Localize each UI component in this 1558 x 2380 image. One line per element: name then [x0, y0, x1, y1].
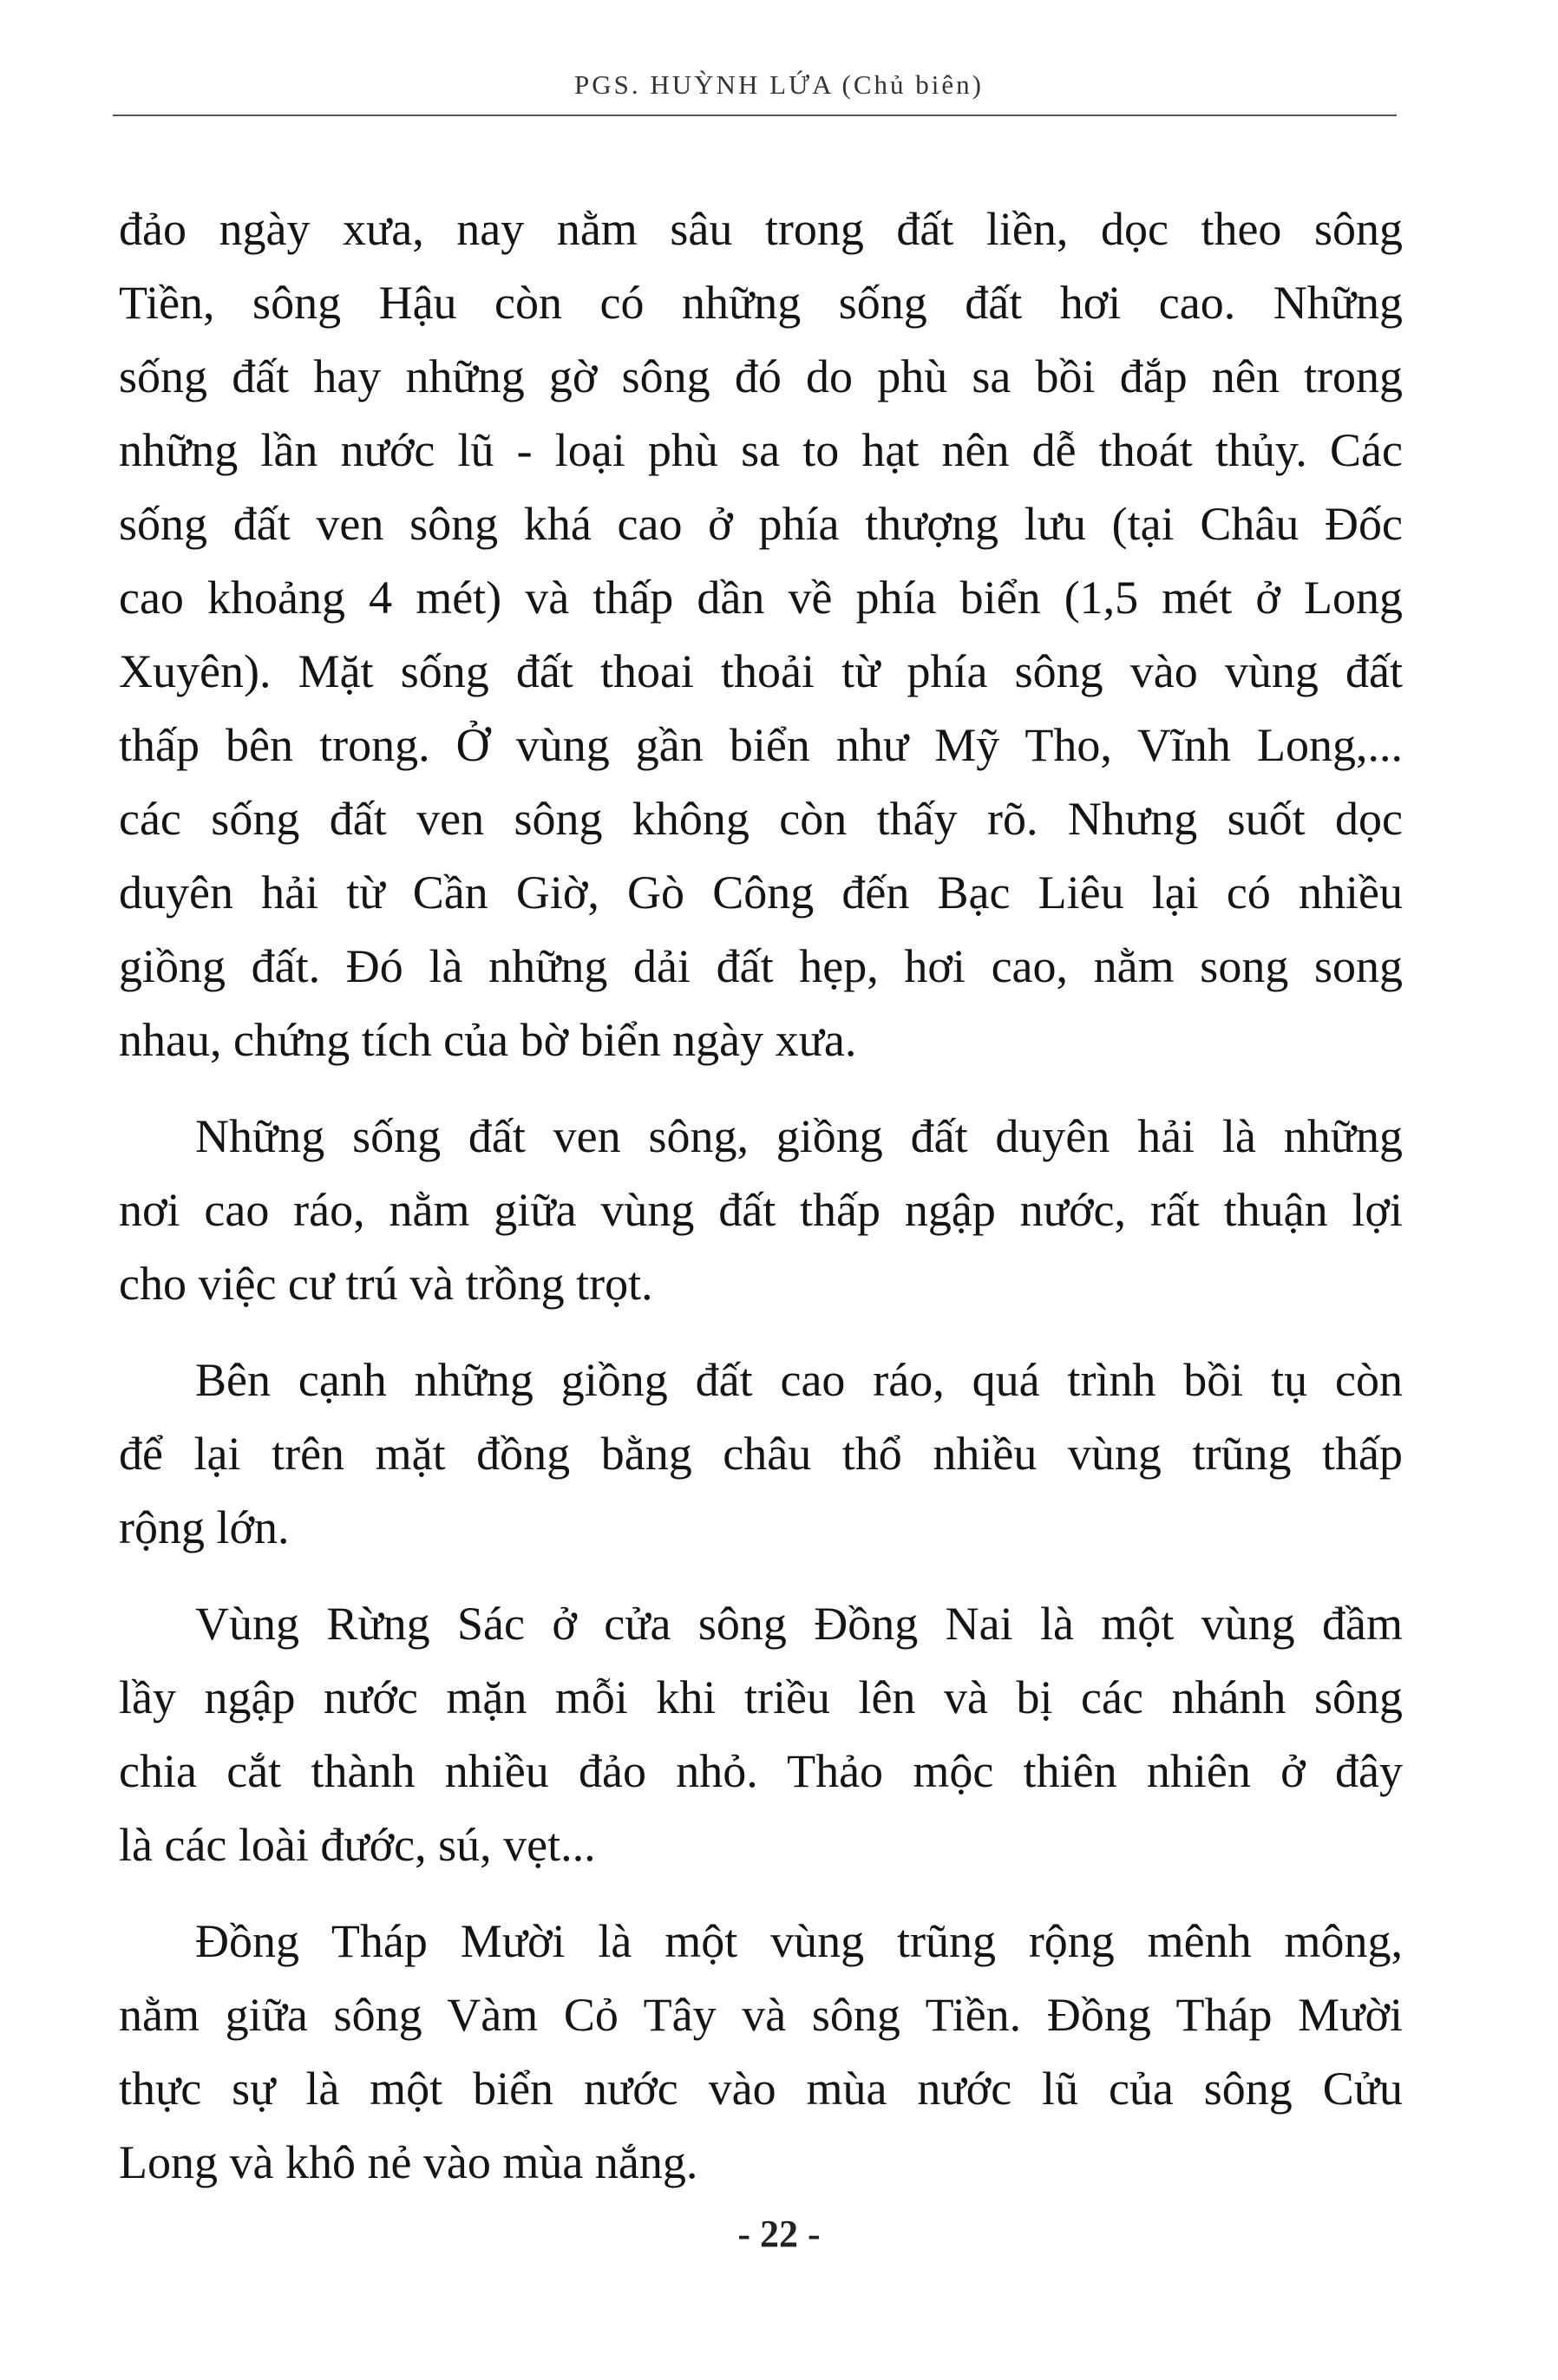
text-line: Bên cạnh những giồng đất cao ráo, quá trình bồi tụ còn [195, 1354, 1403, 1406]
text-line: để lại trên mặt đồng bằng châu thổ nhiều vùng trũng thấp [119, 1428, 1403, 1480]
page-number: - 22 - [737, 2213, 821, 2255]
text-line: thấp bên trong. Ở vùng gần biển như Mỹ Tho, Vĩnh Long,... [119, 719, 1403, 771]
running-header: PGS. HUỲNH LỨA (Chủ biên) [574, 69, 984, 100]
text-line: duyên hải từ Cần Giờ, Gò Công đến Bạc Liêu lại có nhiều [119, 866, 1403, 919]
paragraph [119, 1587, 1403, 1882]
text-line: thực sự là một biển nước vào mùa nước lũ của sông Cửu [119, 2063, 1403, 2115]
text-line: cao khoảng 4 mét) và thấp dần về phía biển (1,5 mét ở Long [119, 572, 1403, 624]
text-line: Long và khô nẻ vào mùa nắng. [119, 2136, 698, 2188]
text-line: rộng lớn. [119, 1501, 290, 1553]
text-line: Những sống đất ven sông, giồng đất duyên hải là những [195, 1110, 1403, 1162]
text-line: giồng đất. Đó là những dải đất hẹp, hơi cao, nằm song song [119, 940, 1403, 992]
paragraph [119, 193, 1403, 1077]
text-line: cho việc cư trú và trồng trọt. [119, 1258, 653, 1310]
paragraph [119, 1100, 1403, 1321]
text-line: là các loài đước, sú, vẹt... [119, 1819, 596, 1871]
text-line: sống đất ven sông khá cao ở phía thượng lưu (tại Châu Đốc [119, 498, 1403, 550]
text-line: lầy ngập nước mặn mỗi khi triều lên và bị các nhánh sông [119, 1671, 1403, 1723]
text-line: nằm giữa sông Vàm Cỏ Tây và sông Tiền. Đồng Tháp Mười [119, 1989, 1403, 2041]
text-line: Đồng Tháp Mười là một vùng trũng rộng mênh mông, [195, 1915, 1403, 1967]
header-rule [113, 114, 1397, 116]
text-line: các sống đất ven sông không còn thấy rõ. Nhưng suốt dọc [119, 793, 1403, 845]
paragraph [119, 1905, 1403, 2200]
text-line: Xuyên). Mặt sống đất thoai thoải từ phía sông vào vùng đất [119, 645, 1403, 697]
text-line: Vùng Rừng Sác ở cửa sông Đồng Nai là một vùng đầm [195, 1598, 1403, 1650]
text-line: chia cắt thành nhiều đảo nhỏ. Thảo mộc thiên nhiên ở đây [119, 1745, 1403, 1797]
text-line: Tiền, sông Hậu còn có những sống đất hơi cao. Những [119, 277, 1403, 329]
paragraph [119, 1344, 1403, 1565]
text-line: sống đất hay những gờ sông đó do phù sa bồi đắp nên trong [119, 350, 1403, 402]
text-line: đảo ngày xưa, nay nằm sâu trong đất liền, dọc theo sông [119, 203, 1403, 255]
text-line: những lần nước lũ - loại phù sa to hạt nên dễ thoát thủy. Các [119, 424, 1403, 476]
text-line: nhau, chứng tích của bờ biển ngày xưa. [119, 1014, 857, 1066]
text-line: nơi cao ráo, nằm giữa vùng đất thấp ngập nước, rất thuận lợi [119, 1184, 1403, 1236]
page-body [119, 193, 1403, 2222]
